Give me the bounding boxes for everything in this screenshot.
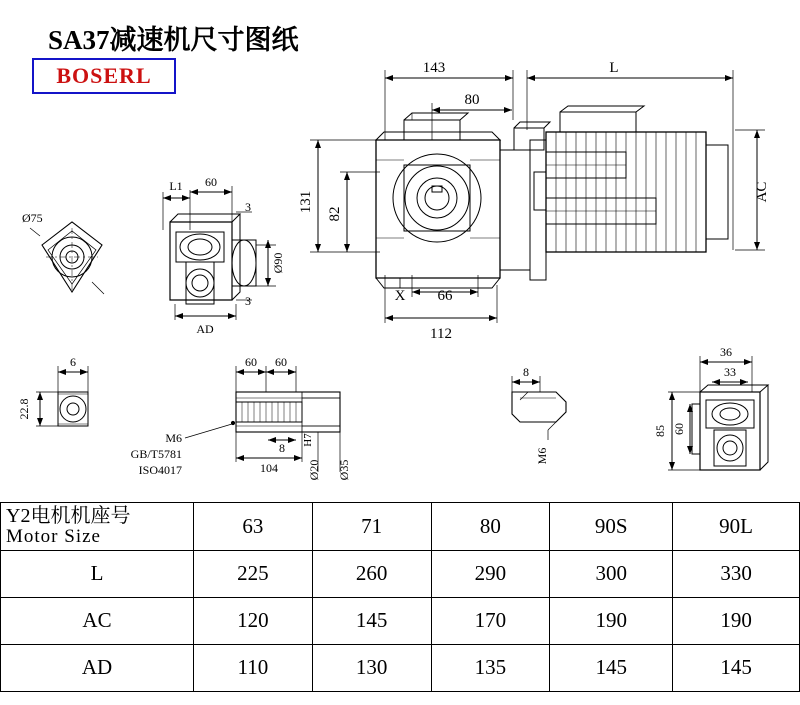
table-col-4: 90L [673,503,800,551]
cell-AC-90S: 190 [550,597,673,644]
dim-60b: 60 [275,355,287,369]
dim-L: L [609,60,619,76]
cell-AD-80: 135 [431,644,550,691]
dim-82: 82 [327,206,343,222]
table-header-motor-size [1,503,194,551]
label-gbt5781: GB/T5781 [130,447,182,461]
cell-AC-90L: 190 [673,597,800,644]
row-label-AD: AD [1,644,194,691]
dim-60a: 60 [245,355,257,369]
label-m6-shaft: M6 [165,431,182,445]
dim-6: 6 [70,355,76,369]
dim-36: 36 [720,345,732,359]
cell-AD-90S: 145 [550,644,673,691]
dim-AC: AC [754,181,770,203]
dim-3-top: 3 [245,200,251,214]
row-label-AC: AC [1,597,194,644]
dimension-labels [17,60,770,480]
cell-L-63: 225 [194,550,313,597]
dim-AD: AD [196,322,214,336]
dim-112: 112 [430,326,452,342]
spec-table [0,502,800,692]
cell-AC-71: 145 [312,597,431,644]
cell-L-80: 290 [431,550,550,597]
cell-L-90L: 330 [673,550,800,597]
dim-143: 143 [422,60,446,76]
dim-60-left: 60 [205,175,217,189]
header-en: Motor Size [6,526,101,547]
cell-L-90S: 300 [550,550,673,597]
table-row [1,597,800,644]
logo-text: BOSERL [56,63,152,88]
dim-66: 66 [437,288,453,304]
label-m6-key: M6 [535,447,549,465]
cell-AC-80: 170 [431,597,550,644]
table-col-2: 80 [431,503,550,551]
dim-d20: Ø20 [307,459,321,481]
page-title: SA37减速机尺寸图纸 [48,25,299,55]
table-row [1,644,800,691]
table-col-1: 71 [312,503,431,551]
dim-80: 80 [464,92,480,108]
table-header-row [1,503,800,551]
dim-h7: H7 [302,433,314,447]
dim-L1: L1 [169,179,183,193]
cell-AD-71: 130 [312,644,431,691]
dim-8-key: 8 [523,365,529,379]
dim-X: X [394,288,406,304]
dim-d90: Ø90 [271,252,285,274]
dim-33: 33 [724,365,736,379]
dim-131: 131 [298,190,314,214]
dim-8-shaft: 8 [279,441,285,455]
table-col-3: 90S [550,503,673,551]
table-row [1,550,800,597]
dim-60-flange: 60 [672,423,686,435]
dim-85: 85 [653,425,667,437]
dim-22-8: 22.8 [17,398,31,420]
dim-d75: Ø75 [22,211,43,225]
cell-AC-63: 120 [194,597,313,644]
row-label-L: L [1,550,194,597]
label-iso4017: ISO4017 [138,463,182,477]
cell-AD-90L: 145 [673,644,800,691]
cell-L-71: 260 [312,550,431,597]
dim-d35: Ø35 [337,459,351,481]
header-cn: Y2电机机座号 [6,505,131,527]
cell-AD-63: 110 [194,644,313,691]
table-col-0: 63 [194,503,313,551]
dim-3-bottom: 3 [245,294,251,308]
dim-104: 104 [260,461,278,475]
